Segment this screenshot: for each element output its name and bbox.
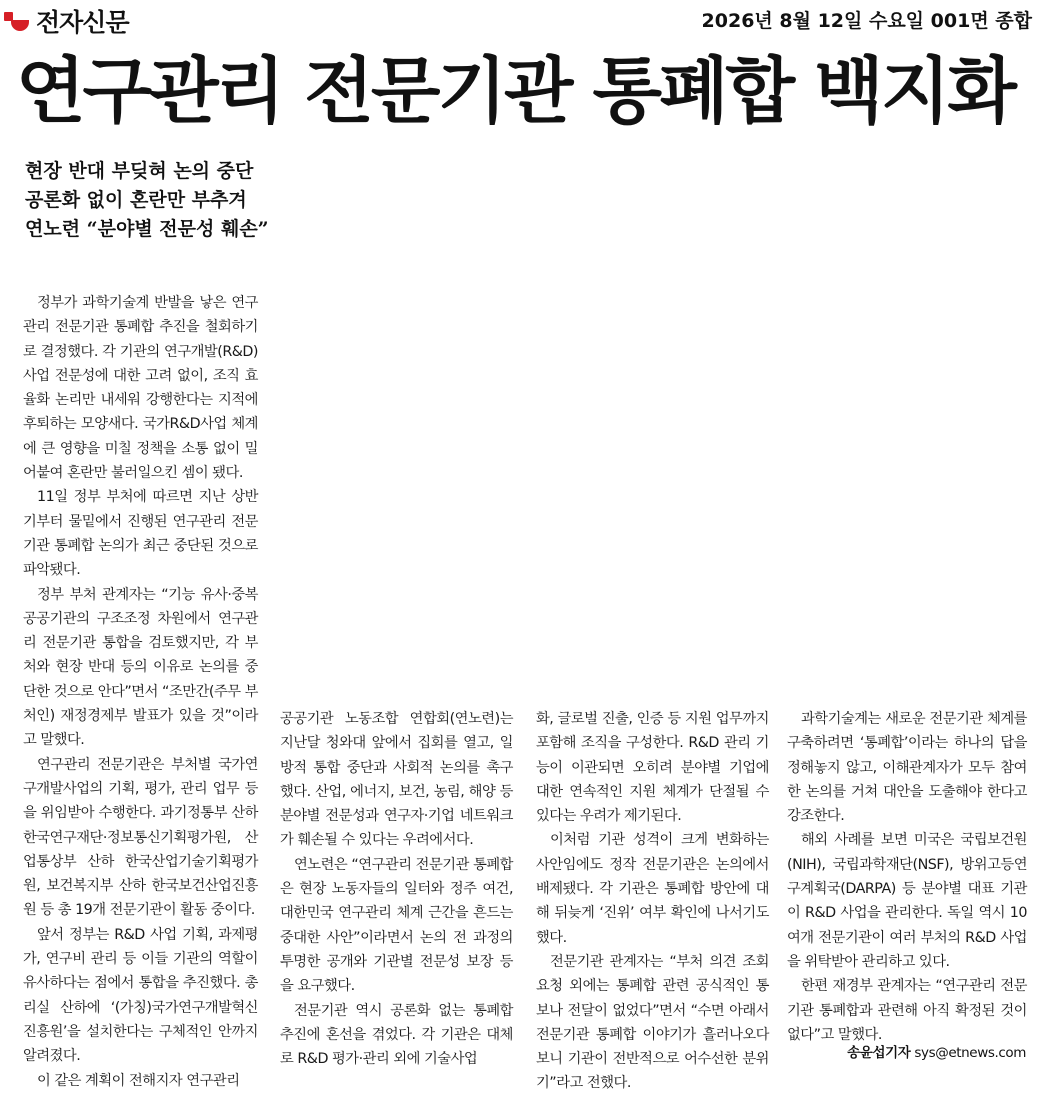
body-column-4 — [787, 707, 1027, 1047]
paragraph: 이 같은 계획이 전해지자 연구관리 — [37, 1072, 240, 1089]
paragraph: 한편 재경부 관계자는 “연구관리 전문기관 통폐합과 관련해 아직 확정된 것이 없다”고 말했다. — [787, 978, 1027, 1043]
paragraph: 전문기관 관계자는 “부처 의견 조회 요청 외에는 통폐합 관련 공식적인 통보나 전달이 없었다”면서 “수면 아래서 전문기관 통폐합 이야기가 흘러나오다 보니 기관이 전반적으로 어수선한 분위기”라고 전했다. — [536, 953, 769, 1092]
masthead-logo — [2, 4, 129, 38]
byline — [847, 1041, 1026, 1061]
body-column-1 — [23, 291, 258, 1093]
paragraph: 이처럼 기관 성격이 크게 변화하는 사안임에도 정작 전문기관은 논의에서 배제됐다. 각 기관은 통폐합 방안에 대해 뒤늦게 ‘진위’ 여부 확인에 나서기도 했다. — [536, 832, 769, 946]
paragraph: 연구관리 전문기관은 부처별 국가연구개발사업의 기획, 평가, 관리 업무 등을 위임받아 수행한다. 과기정통부 산하 한국연구재단·정보통신기획평가원, 산업통상부 산하 한국산업기술기획평가원, 보건복지부 산하 한국보건산업진흥원 등 총 19개 전문기관이 활동 중이다. — [23, 756, 258, 919]
reporter-email[interactable]: sys@etnews.com — [914, 1045, 1026, 1061]
body-column-3 — [536, 707, 769, 1096]
paragraph: 11일 정부 부처에 따르면 지난 상반기부터 물밑에서 진행된 연구관리 전문기관 통폐합 논의가 최근 중단된 것으로 파악됐다. — [23, 489, 258, 579]
paragraph: 앞서 정부는 R&D 사업 기획, 과제평가, 연구비 관리 등 이들 기관의 역할이 유사하다는 점에서 통합을 추진했다. 총리실 산하에 ‘(가칭)국가연구개발혁신진흥원’을 설치한다는 구체적인 안까지 알려졌다. — [23, 926, 258, 1065]
dateline: 2026년 8월 12일 수요일 001면 종합 — [701, 10, 1032, 32]
subhead: 공론화 없이 혼란만 부추겨 — [25, 189, 247, 211]
paragraph: 전문기관 역시 공론화 없는 통폐합 추진에 혼선을 겪었다. 각 기관은 대체로 R&D 평가·관리 외에 기술사업 — [280, 1002, 513, 1068]
reporter-name: 송윤섭기자 — [847, 1045, 911, 1061]
body-column-2 — [280, 707, 513, 1071]
subheads — [25, 157, 269, 244]
paragraph: 해외 사례를 보면 미국은 국립보건원(NIH), 국립과학재단(NSF), 방위고등연구계획국(DARPA) 등 분야별 대표 기관이 R&D 사업을 관리한다. 독일 역시 10여개 전문기관이 여러 부처의 R&D 사업을 위탁받아 관리하고 있다. — [787, 832, 1027, 970]
paragraph: 정부가 과학기술계 반발을 낳은 연구관리 전문기관 통폐합 추진을 철회하기로 결정했다. 각 기관의 연구개발(R&D) 사업 전문성에 대한 고려 없이, 조직 효율화 논리만 내세워 강행한다는 지적에 후퇴하는 모양새다. 국가R&D사업 체계에 큰 영향을 미칠 정책을 소통 없이 밀어붙여 혼란만 불러일으킨 셈이 됐다. — [23, 295, 258, 482]
logo-mark-icon — [2, 6, 32, 36]
paragraph: 과학기술계는 새로운 전문기관 체계를 구축하려면 ‘통폐합’이라는 하나의 답을 정해놓지 않고, 이해관계자가 모두 참여한 논의를 거쳐 대안을 도출해야 한다고 강조한다. — [787, 711, 1027, 825]
paragraph: 화, 글로벌 진출, 인증 등 지원 업무까지 포함해 조직을 구성한다. R&D 관리 기능이 이관되면 오히려 분야별 기업에 대한 연속적인 지원 체계가 단절될 수 있다는 우려가 제기된다. — [536, 711, 769, 825]
paragraph: 연노련은 “연구관리 전문기관 통폐합은 현장 노동자들의 일터와 정주 여건, 대한민국 연구관리 체계 근간을 흔드는 중대한 사안”이라면서 논의 전 과정의 투명한 공개와 기관별 전문성 보장 등을 요구했다. — [280, 856, 513, 995]
paragraph: 공공기관 노동조합 연합회(연노련)는 지난달 청와대 앞에서 집회를 열고, 일방적 통합 중단과 사회적 논의를 촉구했다. 산업, 에너지, 보건, 농림, 해양 등 분야별 전문성과 연구자·기업 네트워크가 훼손될 수 있다는 우려에서다. — [280, 711, 513, 849]
subhead: 연노련 “분야별 전문성 훼손” — [25, 218, 269, 240]
paragraph: 정부 부처 관계자는 “기능 유사·중복 공공기관의 구조조정 차원에서 연구관리 전문기관 통합을 검토했지만, 각 부처와 현장 반대 등의 이유로 논의를 중단한 것으로 안다”면서 “조만간(주무 부처인) 재정경제부 발표가 있을 것”이라고 말했다. — [23, 586, 258, 749]
subhead: 현장 반대 부딪혀 논의 중단 — [25, 160, 254, 182]
headline: 연구관리 전문기관 통폐합 백지화 — [16, 49, 1014, 133]
logo-text: 전자신문 — [36, 8, 129, 37]
